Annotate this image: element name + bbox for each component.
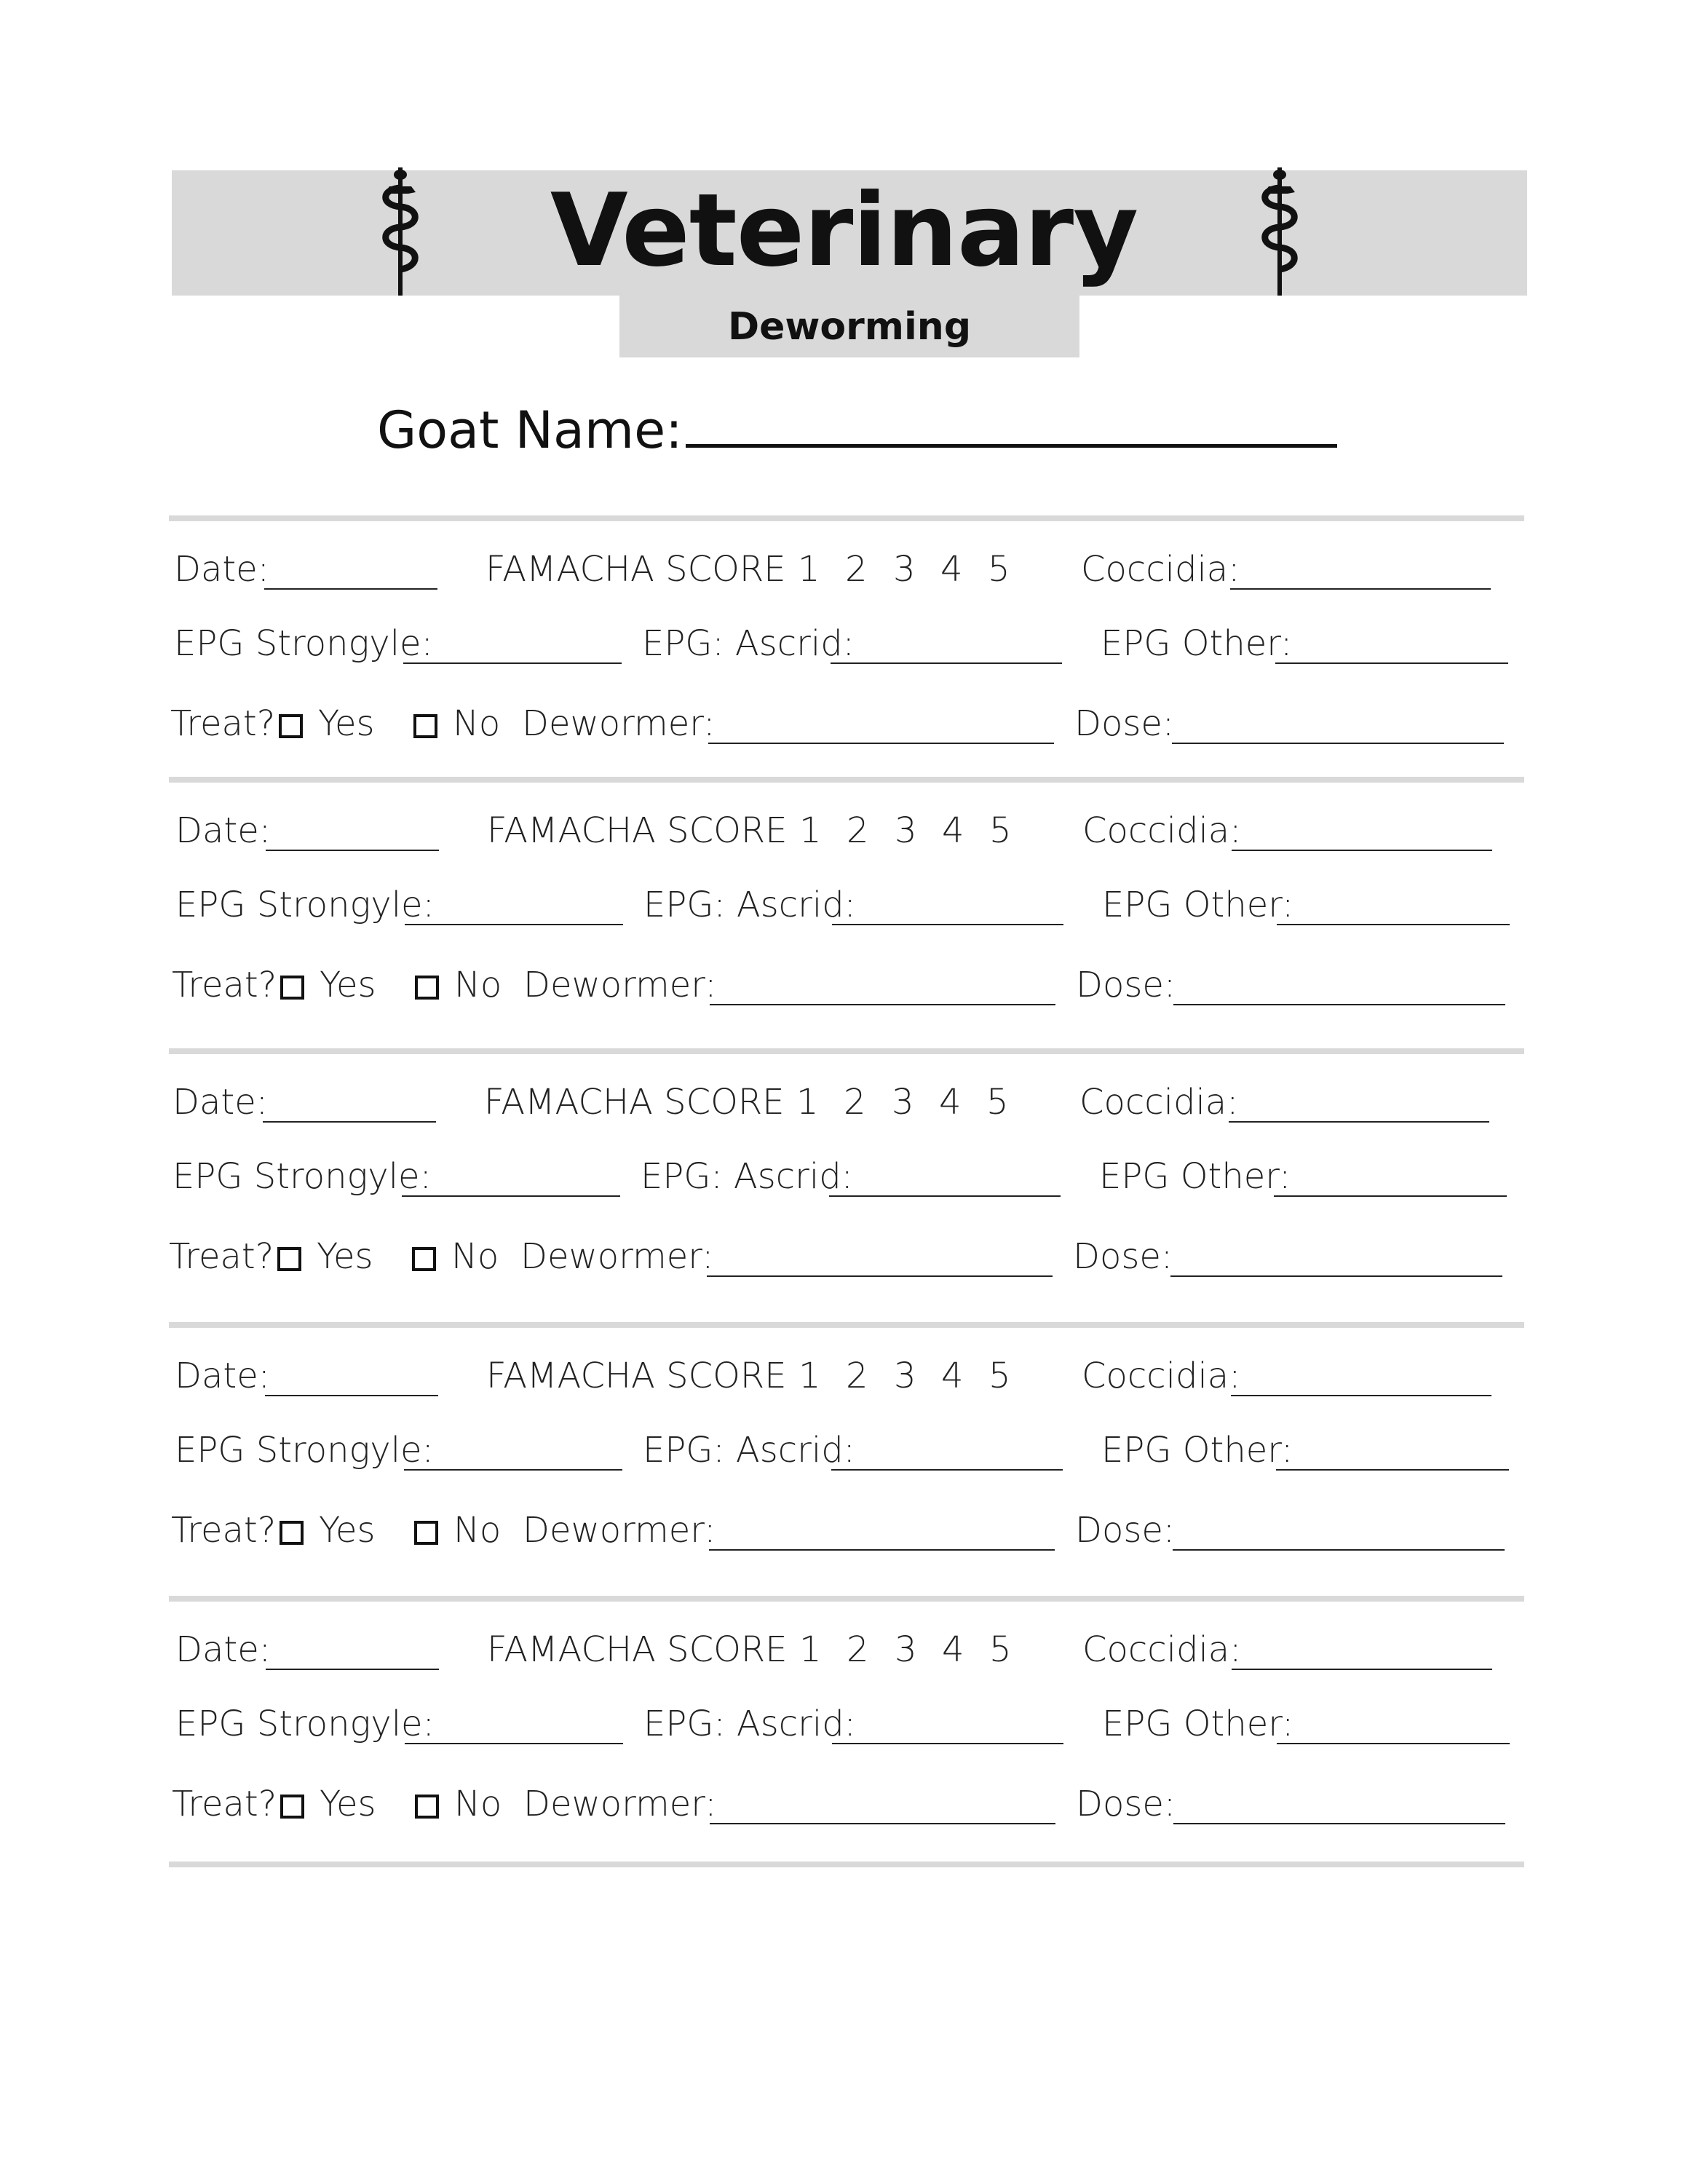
epg-ascrid-line[interactable] xyxy=(832,1743,1063,1744)
famacha-score-option[interactable]: 3 xyxy=(892,1082,914,1123)
famacha-label: FAMACHA SCORE xyxy=(486,549,786,590)
famacha-score-option[interactable]: 1 xyxy=(799,1356,821,1396)
treat-yes-checkbox[interactable] xyxy=(277,1247,301,1271)
entry-row-2 xyxy=(0,1704,1688,1754)
yes-label: Yes xyxy=(317,1236,373,1277)
entry-row-2 xyxy=(0,623,1688,674)
famacha-score-option[interactable]: 3 xyxy=(893,549,916,590)
no-label: No xyxy=(451,1236,499,1277)
famacha-score-option[interactable]: 5 xyxy=(986,1082,1009,1123)
yes-label: Yes xyxy=(320,965,376,1005)
entry-block xyxy=(0,1054,1688,1294)
famacha-label: FAMACHA SCORE xyxy=(487,810,788,851)
epg-other-line[interactable] xyxy=(1274,1195,1507,1197)
page-subtitle: Deworming xyxy=(619,296,1079,357)
dose-label: Dose: xyxy=(1075,1510,1176,1551)
coccidia-label: Coccidia: xyxy=(1082,1629,1242,1670)
epg-strongyle-label: EPG Strongyle: xyxy=(173,1156,432,1197)
epg-ascrid-label: EPG: Ascrid: xyxy=(643,1704,856,1744)
epg-other-label: EPG Other: xyxy=(1099,1156,1291,1197)
famacha-score-option[interactable]: 4 xyxy=(939,1082,962,1123)
entry-row-3 xyxy=(0,1236,1688,1287)
epg-strongyle-line[interactable] xyxy=(405,924,623,925)
famacha-score-option[interactable]: 4 xyxy=(942,1629,964,1670)
date-label: Date: xyxy=(175,810,271,851)
famacha-score-option[interactable]: 1 xyxy=(799,810,822,851)
treat-yes-checkbox[interactable] xyxy=(280,1521,304,1545)
entry-divider xyxy=(169,1861,1524,1867)
entry-row-2 xyxy=(0,1156,1688,1207)
entry-row-2 xyxy=(0,1430,1688,1481)
epg-strongyle-line[interactable] xyxy=(404,1469,622,1471)
dewormer-label: Dewormer: xyxy=(520,1236,714,1277)
entry-block xyxy=(0,783,1688,1023)
entry-row-1 xyxy=(0,1082,1688,1133)
treat-yes-checkbox[interactable] xyxy=(280,1795,304,1819)
epg-ascrid-label: EPG: Ascrid: xyxy=(643,1430,855,1471)
dewormer-label: Dewormer: xyxy=(522,703,716,744)
entry-divider xyxy=(169,777,1524,783)
epg-strongyle-label: EPG Strongyle: xyxy=(175,1704,435,1744)
treat-label: Treat? xyxy=(170,703,276,744)
yes-label: Yes xyxy=(320,1784,376,1824)
entry-row-3 xyxy=(0,1510,1688,1561)
page-title: Veterinary xyxy=(550,172,1138,289)
epg-strongyle-label: EPG Strongyle: xyxy=(175,885,435,925)
entry-divider xyxy=(169,1048,1524,1054)
no-label: No xyxy=(453,703,501,744)
coccidia-label: Coccidia: xyxy=(1081,549,1240,590)
treat-label: Treat? xyxy=(172,965,277,1005)
no-label: No xyxy=(454,1784,502,1824)
epg-strongyle-label: EPG Strongyle: xyxy=(174,623,433,664)
epg-other-label: EPG Other: xyxy=(1102,1704,1294,1744)
entry-block xyxy=(0,1602,1688,1842)
goat-name-field[interactable] xyxy=(377,400,1337,460)
dose-label: Dose: xyxy=(1076,965,1176,1005)
treat-no-checkbox[interactable] xyxy=(415,976,439,1000)
epg-other-label: EPG Other: xyxy=(1101,1430,1293,1471)
coccidia-line[interactable] xyxy=(1231,1395,1491,1396)
famacha-score-option[interactable]: 3 xyxy=(895,1629,917,1670)
treat-yes-checkbox[interactable] xyxy=(280,976,304,1000)
epg-ascrid-label: EPG: Ascrid: xyxy=(643,885,856,925)
date-line[interactable] xyxy=(263,1121,436,1123)
treat-label: Treat? xyxy=(172,1784,277,1824)
epg-ascrid-line[interactable] xyxy=(832,924,1063,925)
famacha-score-option[interactable]: 3 xyxy=(894,1356,916,1396)
dewormer-line[interactable] xyxy=(710,1004,1055,1005)
entry-row-1 xyxy=(0,1629,1688,1680)
entry-row-3 xyxy=(0,965,1688,1016)
yes-label: Yes xyxy=(318,703,375,744)
dewormer-line[interactable] xyxy=(707,1275,1053,1277)
entry-row-1 xyxy=(0,1356,1688,1406)
dewormer-label: Dewormer: xyxy=(523,965,717,1005)
dose-line[interactable] xyxy=(1173,1549,1505,1551)
coccidia-line[interactable] xyxy=(1232,1669,1492,1670)
epg-other-line[interactable] xyxy=(1277,1743,1510,1744)
entry-row-3 xyxy=(0,1784,1688,1835)
dewormer-label: Dewormer: xyxy=(523,1784,717,1824)
epg-ascrid-label: EPG: Ascrid: xyxy=(642,623,855,664)
famacha-score-option[interactable]: 1 xyxy=(798,549,820,590)
epg-other-label: EPG Other: xyxy=(1102,885,1294,925)
famacha-label: FAMACHA SCORE xyxy=(487,1629,788,1670)
famacha-label: FAMACHA SCORE xyxy=(484,1082,785,1123)
epg-strongyle-line[interactable] xyxy=(403,662,622,664)
dose-line[interactable] xyxy=(1173,1004,1505,1005)
famacha-score-option[interactable]: 1 xyxy=(796,1082,819,1123)
coccidia-label: Coccidia: xyxy=(1079,1082,1239,1123)
treat-no-checkbox[interactable] xyxy=(413,714,437,738)
no-label: No xyxy=(454,965,502,1005)
treat-no-checkbox[interactable] xyxy=(414,1521,438,1545)
date-label: Date: xyxy=(174,549,269,590)
entry-divider xyxy=(169,1596,1524,1602)
dewormer-line[interactable] xyxy=(710,1823,1055,1824)
epg-other-line[interactable] xyxy=(1276,1469,1509,1471)
famacha-score-option[interactable]: 5 xyxy=(989,810,1012,851)
dose-label: Dose: xyxy=(1076,1784,1176,1824)
epg-other-label: EPG Other: xyxy=(1101,623,1293,664)
date-line[interactable] xyxy=(266,850,439,851)
coccidia-label: Coccidia: xyxy=(1082,810,1242,851)
dose-label: Dose: xyxy=(1074,703,1175,744)
yes-label: Yes xyxy=(319,1510,376,1551)
entry-block xyxy=(0,521,1688,761)
entry-block xyxy=(0,1328,1688,1568)
goat-name-label: Goat Name: xyxy=(377,400,683,460)
famacha-score-option[interactable]: 4 xyxy=(941,1356,964,1396)
coccidia-label: Coccidia: xyxy=(1082,1356,1241,1396)
entry-divider xyxy=(169,1322,1524,1328)
treat-label: Treat? xyxy=(169,1236,274,1277)
epg-ascrid-label: EPG: Ascrid: xyxy=(641,1156,853,1197)
dewormer-line[interactable] xyxy=(709,1549,1055,1551)
famacha-score-option[interactable]: 2 xyxy=(845,549,868,590)
entry-row-1 xyxy=(0,810,1688,861)
famacha-score-option[interactable]: 5 xyxy=(988,1356,1011,1396)
epg-ascrid-line[interactable] xyxy=(829,1195,1061,1197)
famacha-score-option[interactable]: 2 xyxy=(844,1082,866,1123)
epg-ascrid-line[interactable] xyxy=(831,1469,1063,1471)
dewormer-label: Dewormer: xyxy=(523,1510,716,1551)
dose-line[interactable] xyxy=(1170,1275,1502,1277)
dewormer-line[interactable] xyxy=(708,743,1054,744)
no-label: No xyxy=(453,1510,502,1551)
famacha-score-option[interactable]: 1 xyxy=(799,1629,822,1670)
entry-row-3 xyxy=(0,703,1688,754)
dose-line[interactable] xyxy=(1173,1823,1505,1824)
coccidia-line[interactable] xyxy=(1229,1121,1489,1123)
epg-other-line[interactable] xyxy=(1275,662,1508,664)
famacha-score-option[interactable]: 4 xyxy=(940,549,963,590)
famacha-score-option[interactable]: 2 xyxy=(847,810,869,851)
dose-label: Dose: xyxy=(1073,1236,1173,1277)
famacha-score-option[interactable]: 5 xyxy=(989,1629,1012,1670)
date-label: Date: xyxy=(175,1629,271,1670)
famacha-score-option[interactable]: 3 xyxy=(895,810,917,851)
epg-ascrid-line[interactable] xyxy=(831,662,1062,664)
famacha-score-option[interactable]: 2 xyxy=(847,1629,869,1670)
treat-label: Treat? xyxy=(171,1510,277,1551)
treat-no-checkbox[interactable] xyxy=(412,1247,436,1271)
epg-other-line[interactable] xyxy=(1277,924,1510,925)
goat-name-line[interactable] xyxy=(686,402,1337,448)
coccidia-line[interactable] xyxy=(1230,588,1491,590)
entry-row-2 xyxy=(0,885,1688,935)
treat-yes-checkbox[interactable] xyxy=(279,714,303,738)
epg-strongyle-line[interactable] xyxy=(405,1743,623,1744)
date-line[interactable] xyxy=(264,588,437,590)
date-label: Date: xyxy=(175,1356,270,1396)
entry-divider xyxy=(169,515,1524,521)
famacha-score-option[interactable]: 2 xyxy=(846,1356,868,1396)
epg-strongyle-line[interactable] xyxy=(402,1195,620,1197)
treat-no-checkbox[interactable] xyxy=(415,1795,439,1819)
famacha-label: FAMACHA SCORE xyxy=(486,1356,787,1396)
coccidia-line[interactable] xyxy=(1232,850,1492,851)
famacha-score-option[interactable]: 5 xyxy=(988,549,1010,590)
famacha-score-option[interactable]: 4 xyxy=(942,810,964,851)
date-line[interactable] xyxy=(265,1395,438,1396)
entry-row-1 xyxy=(0,549,1688,600)
dose-line[interactable] xyxy=(1172,743,1504,744)
epg-strongyle-label: EPG Strongyle: xyxy=(175,1430,434,1471)
date-label: Date: xyxy=(173,1082,268,1123)
date-line[interactable] xyxy=(266,1669,439,1670)
